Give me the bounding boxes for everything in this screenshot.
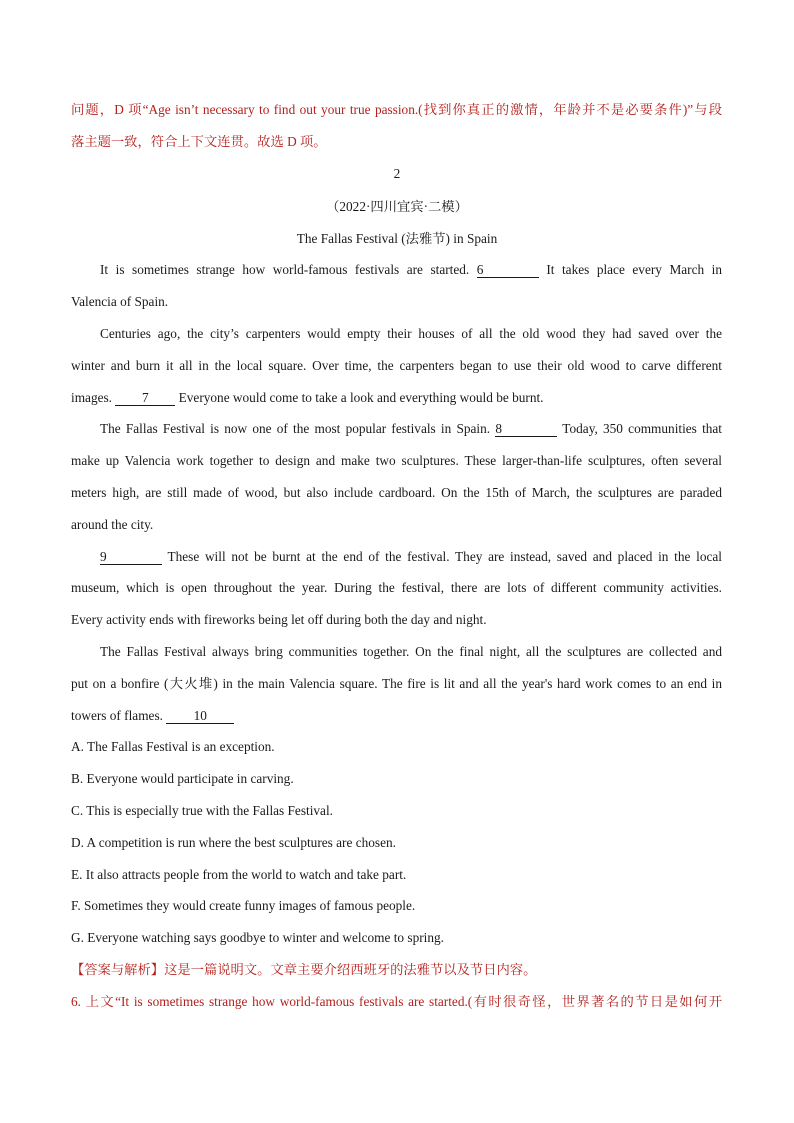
passage-number: 2 xyxy=(393,166,401,181)
paragraph-line xyxy=(71,706,234,726)
passage-source: （2022·四川宜宾·二模） xyxy=(326,199,468,214)
text-segment: Everyone would come to take a look and everything would be burnt. xyxy=(178,390,544,405)
blank-9[interactable]: 9 xyxy=(100,549,162,565)
paragraph-line: Centuries ago, the city’s carpenters would empty their houses of all the old wood they had saved over the xyxy=(100,326,722,341)
paragraph-line: The Fallas Festival always bring communities together. On the final night, all the sculptures are collected and xyxy=(100,644,722,659)
passage-title: The Fallas Festival (法雅节) in Spain xyxy=(296,231,498,246)
paragraph-line: Valencia of Spain. xyxy=(71,294,169,309)
analysis-line: 问题，D 项“Age isn’t necessary to find out your true passion.(找到你真正的激情，年龄并不是必要条件)”与段 xyxy=(71,102,722,117)
paragraph-line xyxy=(100,260,722,280)
paragraph-line xyxy=(100,419,722,439)
option-g: G. Everyone watching says goodbye to winter and welcome to spring. xyxy=(71,930,444,945)
text-segment: It takes place every March in xyxy=(546,262,723,277)
text-segment: It is sometimes strange how world-famous festivals are started. xyxy=(100,262,470,277)
text-segment: towers of flames. xyxy=(71,708,163,723)
blank-6[interactable]: 6 xyxy=(477,262,539,278)
paragraph-line: meters high, are still made of wood, but also include cardboard. On the 15th of March, the sculptures are paraded xyxy=(71,485,722,500)
answer-header: 【答案与解析】这是一篇说明文。文章主要介绍西班牙的法雅节以及节日内容。 xyxy=(71,962,537,977)
text-segment: images. xyxy=(71,390,112,405)
option-a: A. The Fallas Festival is an exception. xyxy=(71,739,275,754)
analysis-line: 落主题一致，符合上下文连贯。故选 D 项。 xyxy=(71,134,327,149)
paragraph-line: put on a bonfire (大火堆) in the main Valencia square. The fire is lit and all the year's hard work comes to an end in xyxy=(71,676,722,691)
option-f: F. Sometimes they would create funny images of famous people. xyxy=(71,898,416,913)
paragraph-line: make up Valencia work together to design and make two sculptures. These larger-than-life sculptures, often several xyxy=(71,453,722,468)
blank-10[interactable]: 10 xyxy=(166,708,234,724)
text-segment: These will not be burnt at the end of the festival. They are instead, saved and placed in the local xyxy=(167,549,722,564)
paragraph-line xyxy=(71,388,543,408)
option-b: B. Everyone would participate in carving. xyxy=(71,771,294,786)
paragraph-line: winter and burn it all in the local square. Over time, the carpenters began to use their old wood to carve different xyxy=(71,358,722,373)
text-segment: Today, 350 communities that xyxy=(562,421,723,436)
paragraph-line: around the city. xyxy=(71,517,154,532)
option-e: E. It also attracts people from the world to watch and take part. xyxy=(71,867,407,882)
answer-item-6: 6. 上文“It is sometimes strange how world-famous festivals are started.(有时很奇怪，世界著名的节日是如何开 xyxy=(71,994,722,1009)
blank-7[interactable]: 7 xyxy=(115,390,175,406)
text-segment: The Fallas Festival is now one of the most popular festivals in Spain. xyxy=(100,421,491,436)
option-c: C. This is especially true with the Fallas Festival. xyxy=(71,803,333,818)
paragraph-line: Every activity ends with fireworks being let off during both the day and night. xyxy=(71,612,487,627)
paragraph-line: museum, which is open throughout the year. During the festival, there are lots of different community activities. xyxy=(71,580,722,595)
option-d: D. A competition is run where the best sculptures are chosen. xyxy=(71,835,396,850)
paragraph-line xyxy=(100,547,722,567)
blank-8[interactable]: 8 xyxy=(495,421,557,437)
